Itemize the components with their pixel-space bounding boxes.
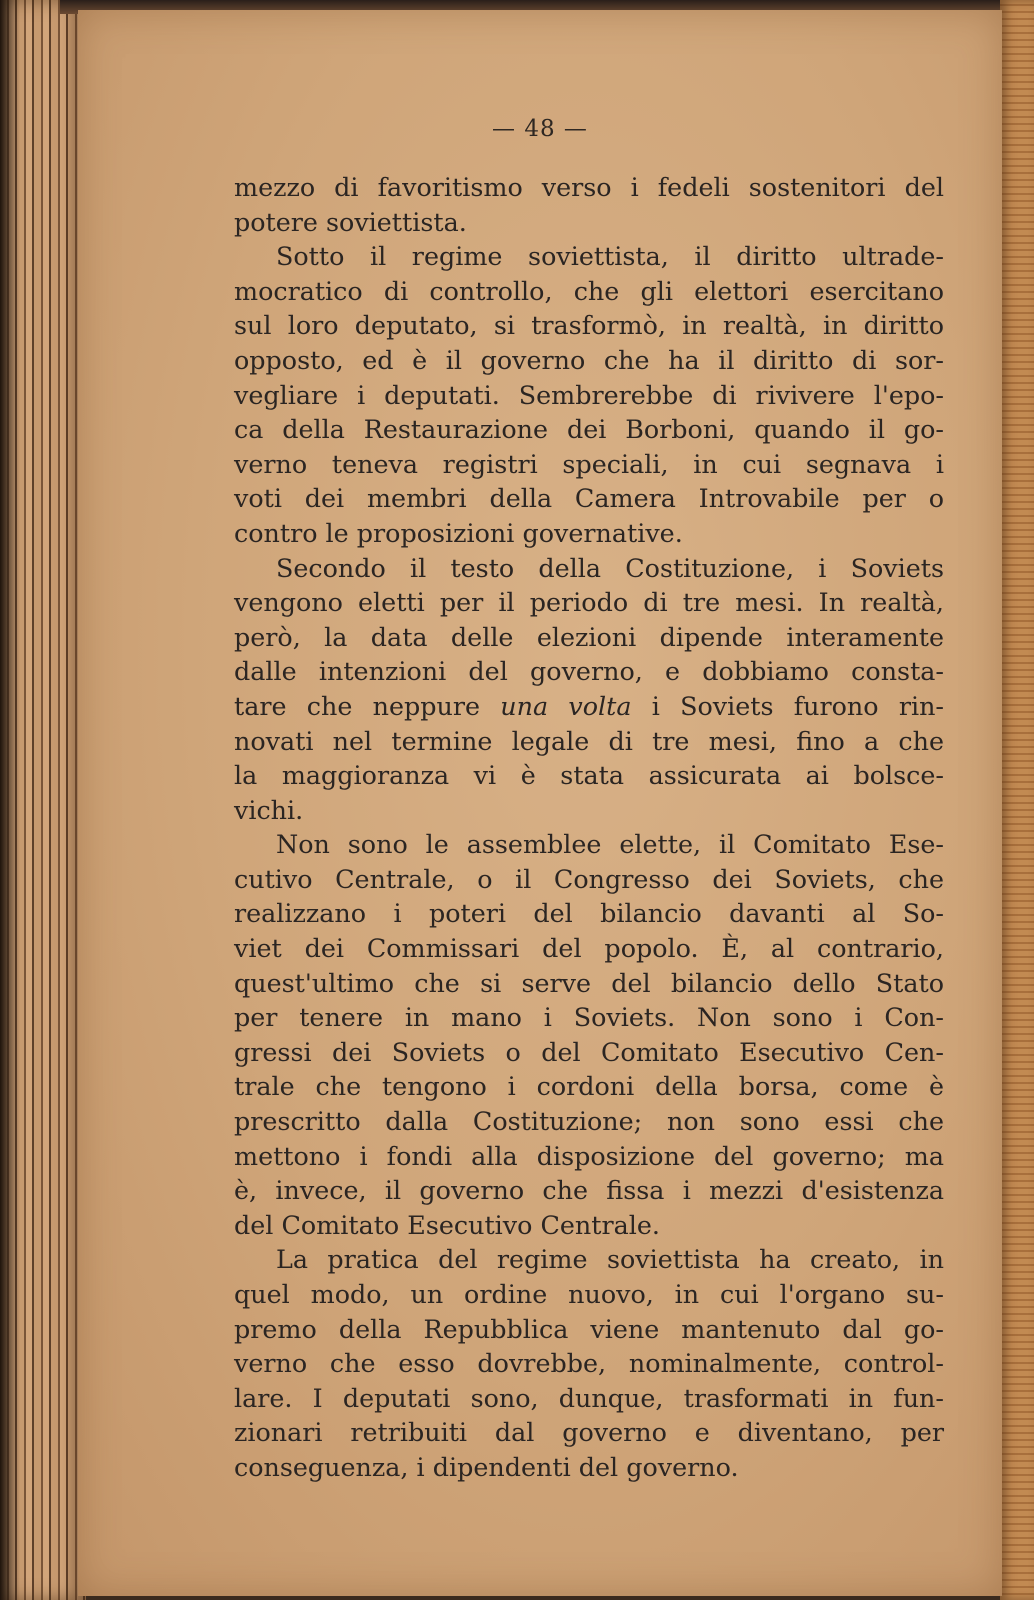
text-line: quest'ultimo che si serve del bilancio dello Stato — [234, 967, 944, 998]
text-line: dalle intenzioni del governo, e dobbiamo consta- — [234, 656, 944, 687]
text-line: verno che esso dovrebbe, nominalmente, control- — [234, 1348, 944, 1379]
text-line: mettono i fondi alla disposizione del governo; ma — [234, 1140, 944, 1171]
text-line: cutivo Centrale, o il Congresso dei Soviets, che — [234, 863, 944, 894]
text-line: però, la data delle elezioni dipende interamente — [234, 621, 944, 652]
text-line: novati nel termine legale di tre mesi, fino a che — [234, 725, 944, 756]
text-line: voti dei membri della Camera Introvabile per o — [234, 483, 944, 514]
text-line: del Comitato Esecutivo Centrale. — [234, 1209, 660, 1240]
text-line: per tenere in mano i Soviets. Non sono i Con- — [234, 1002, 944, 1033]
book-fore-edge — [1000, 0, 1034, 1600]
text-line: ca della Restaurazione dei Borboni, quando il go- — [234, 414, 944, 445]
text-line: Non sono le assemblee elette, il Comitato Ese- — [276, 829, 944, 860]
text-line: conseguenza, i dipendenti del governo. — [234, 1451, 739, 1482]
text-line: gressi dei Soviets o del Comitato Esecutivo Cen- — [234, 1036, 944, 1067]
text-line: prescritto dalla Costituzione; non sono essi che — [234, 1106, 944, 1137]
text-line: La pratica del regime soviettista ha creato, in — [276, 1244, 944, 1275]
text-line: premo della Repubblica viene mantenuto dal go- — [234, 1313, 944, 1344]
page-number: — 48 — — [492, 116, 588, 142]
text-segment: i Soviets furono rin- — [631, 690, 945, 721]
text-line: sul loro deputato, si trasformò, in realtà, in diritto — [234, 310, 944, 341]
spine-shadow — [0, 0, 20, 1600]
text-line — [234, 689, 944, 724]
text-segment: tare che neppure — [234, 690, 501, 721]
text-line: opposto, ed è il governo che ha il diritto di sor- — [234, 344, 944, 375]
text-line: potere soviettista. — [234, 206, 467, 237]
body-text — [234, 170, 944, 1485]
text-line: la maggioranza vi è stata assicurata ai bolsce- — [234, 760, 944, 791]
text-line: viet dei Commissari del popolo. È, al contrario, — [234, 933, 944, 964]
text-line: Secondo il testo della Costituzione, i Soviets — [276, 552, 944, 583]
text-line: verno teneva registri speciali, in cui segnava i — [234, 448, 944, 479]
printed-page — [78, 10, 1002, 1596]
italic-emphasis: una volta — [500, 690, 632, 721]
text-line: vegliare i deputati. Sembrerebbe di rivivere l'epo- — [234, 379, 944, 410]
text-line: mocratico di controllo, che gli elettori esercitano — [234, 275, 944, 306]
text-line: mezzo di favoritismo verso i fedeli sostenitori del — [234, 172, 944, 202]
text-line: vengono eletti per il periodo di tre mesi. In realtà, — [234, 587, 944, 618]
text-line: lare. I deputati sono, dunque, trasformati in fun- — [234, 1382, 944, 1413]
text-line: trale che tengono i cordoni della borsa, come è — [234, 1071, 944, 1102]
text-line: è, invece, il governo che fissa i mezzi d'esistenza — [234, 1175, 944, 1206]
text-line: zionari retribuiti dal governo e diventano, per — [234, 1417, 944, 1448]
text-line: Sotto il regime soviettista, il diritto ultrade- — [276, 241, 944, 272]
text-line: vichi. — [234, 794, 304, 825]
text-line: contro le proposizioni governative. — [234, 517, 683, 548]
text-line: quel modo, un ordine nuovo, in cui l'organo su- — [234, 1279, 944, 1309]
text-line: realizzano i poteri del bilancio davanti al So- — [234, 898, 944, 929]
